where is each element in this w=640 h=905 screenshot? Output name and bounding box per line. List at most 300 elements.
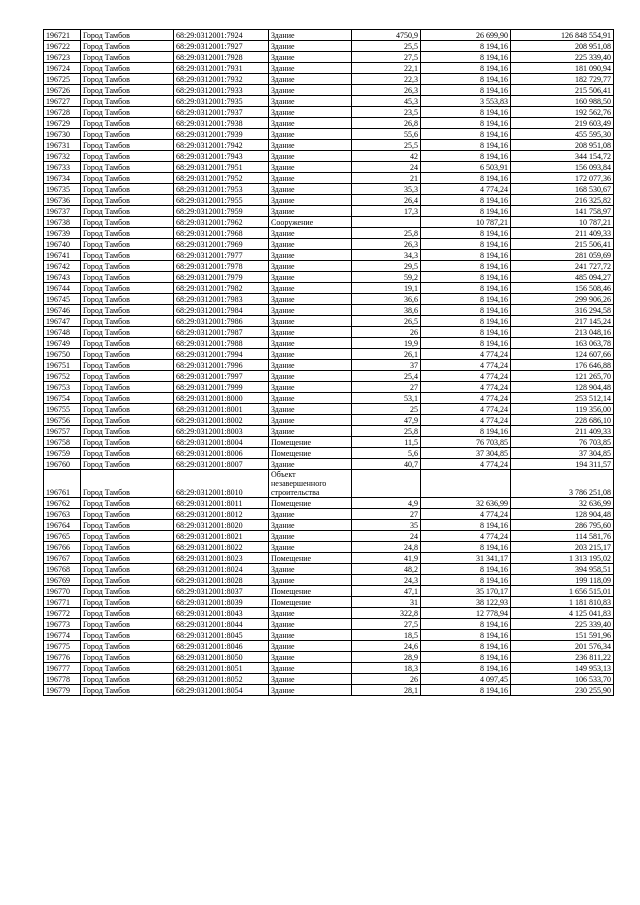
area-cell: 25,8	[352, 426, 421, 437]
area-cell: 47,1	[352, 586, 421, 597]
cadastral-number-cell: 68:29:0312001:8001	[174, 404, 269, 415]
municipality-cell: Город Тамбов	[81, 272, 174, 283]
cadastral-number-cell: 68:29:0312001:8044	[174, 619, 269, 630]
municipality-cell: Город Тамбов	[81, 685, 174, 696]
area-cell: 45,3	[352, 96, 421, 107]
municipality-cell: Город Тамбов	[81, 652, 174, 663]
cadastral-number-cell: 68:29:0312001:8007	[174, 459, 269, 470]
cadastral-value-cell: 281 059,69	[511, 250, 614, 261]
cadastral-value-cell: 156 093,84	[511, 162, 614, 173]
cadastral-value-cell: 151 591,96	[511, 630, 614, 641]
specific-value-cell: 3 553,83	[421, 96, 511, 107]
table-row	[44, 272, 614, 283]
specific-value-cell: 8 194,16	[421, 206, 511, 217]
table-row	[44, 437, 614, 448]
cadastral-number-cell: 68:29:0312001:8021	[174, 531, 269, 542]
area-cell: 36,6	[352, 294, 421, 305]
cadastral-number-cell: 68:29:0312001:8028	[174, 575, 269, 586]
area-cell: 26,5	[352, 316, 421, 327]
row-number-cell: 196764	[44, 520, 81, 531]
object-type-cell: Здание	[269, 630, 352, 641]
area-cell: 28,9	[352, 652, 421, 663]
object-type-cell: Здание	[269, 283, 352, 294]
cadastral-value-cell: 344 154,72	[511, 151, 614, 162]
specific-value-cell: 8 194,16	[421, 173, 511, 184]
municipality-cell: Город Тамбов	[81, 608, 174, 619]
cadastral-value-cell: 485 094,27	[511, 272, 614, 283]
specific-value-cell: 8 194,16	[421, 239, 511, 250]
row-number-cell: 196744	[44, 283, 81, 294]
cadastral-number-cell: 68:29:0312001:7939	[174, 129, 269, 140]
municipality-cell: Город Тамбов	[81, 74, 174, 85]
table-row	[44, 74, 614, 85]
object-type-cell: Здание	[269, 41, 352, 52]
area-cell: 18,3	[352, 663, 421, 674]
row-number-cell: 196755	[44, 404, 81, 415]
cadastral-value-cell: 253 512,14	[511, 393, 614, 404]
specific-value-cell: 4 774,24	[421, 360, 511, 371]
area-cell: 28,1	[352, 685, 421, 696]
row-number-cell: 196777	[44, 663, 81, 674]
municipality-cell: Город Тамбов	[81, 162, 174, 173]
row-number-cell: 196765	[44, 531, 81, 542]
municipality-cell: Город Тамбов	[81, 118, 174, 129]
object-type-cell: Здание	[269, 228, 352, 239]
area-cell: 24	[352, 531, 421, 542]
area-cell: 11,5	[352, 437, 421, 448]
area-cell: 38,6	[352, 305, 421, 316]
municipality-cell: Город Тамбов	[81, 294, 174, 305]
area-cell: 18,5	[352, 630, 421, 641]
specific-value-cell: 26 699,90	[421, 30, 511, 41]
specific-value-cell: 8 194,16	[421, 652, 511, 663]
municipality-cell: Город Тамбов	[81, 371, 174, 382]
specific-value-cell: 8 194,16	[421, 228, 511, 239]
table-row	[44, 597, 614, 608]
table-row	[44, 41, 614, 52]
area-cell: 21	[352, 173, 421, 184]
table-row	[44, 118, 614, 129]
object-type-cell: Здание	[269, 674, 352, 685]
municipality-cell: Город Тамбов	[81, 586, 174, 597]
municipality-cell: Город Тамбов	[81, 393, 174, 404]
cadastral-value-cell: 182 729,77	[511, 74, 614, 85]
cadastral-number-cell: 68:29:0312001:7996	[174, 360, 269, 371]
area-cell: 27	[352, 382, 421, 393]
cadastral-number-cell: 68:29:0312001:7959	[174, 206, 269, 217]
cadastral-number-cell: 68:29:0312001:7962	[174, 217, 269, 228]
row-number-cell: 196723	[44, 52, 81, 63]
table-row	[44, 261, 614, 272]
row-number-cell: 196731	[44, 140, 81, 151]
cadastral-number-cell: 68:29:0312001:7943	[174, 151, 269, 162]
area-cell: 23,5	[352, 107, 421, 118]
municipality-cell: Город Тамбов	[81, 195, 174, 206]
specific-value-cell: 8 194,16	[421, 272, 511, 283]
specific-value-cell: 8 194,16	[421, 520, 511, 531]
cadastral-number-cell: 68:29:0312001:7927	[174, 41, 269, 52]
municipality-cell: Город Тамбов	[81, 597, 174, 608]
object-type-cell: Помещение	[269, 586, 352, 597]
row-number-cell: 196742	[44, 261, 81, 272]
object-type-cell: Здание	[269, 459, 352, 470]
area-cell: 35	[352, 520, 421, 531]
cadastral-number-cell: 68:29:0312001:8000	[174, 393, 269, 404]
cadastral-number-cell: 68:29:0312001:8052	[174, 674, 269, 685]
row-number-cell: 196768	[44, 564, 81, 575]
area-cell: 25	[352, 404, 421, 415]
area-cell: 53,1	[352, 393, 421, 404]
specific-value-cell: 4 774,24	[421, 459, 511, 470]
object-type-cell: Здание	[269, 360, 352, 371]
object-type-cell: Здание	[269, 349, 352, 360]
specific-value-cell: 32 636,99	[421, 498, 511, 509]
municipality-cell: Город Тамбов	[81, 553, 174, 564]
municipality-cell: Город Тамбов	[81, 327, 174, 338]
cadastral-value-cell: 124 607,66	[511, 349, 614, 360]
table-row	[44, 294, 614, 305]
row-number-cell: 196779	[44, 685, 81, 696]
object-type-cell: Здание	[269, 195, 352, 206]
object-type-cell: Здание	[269, 74, 352, 85]
row-number-cell: 196756	[44, 415, 81, 426]
area-cell: 25,5	[352, 140, 421, 151]
table-row	[44, 404, 614, 415]
cadastral-number-cell: 68:29:0312001:7933	[174, 85, 269, 96]
table-row	[44, 564, 614, 575]
cadastral-number-cell: 68:29:0312001:8012	[174, 509, 269, 520]
object-type-cell: Здание	[269, 107, 352, 118]
table-row	[44, 448, 614, 459]
cadastral-value-cell: 286 795,60	[511, 520, 614, 531]
table-row	[44, 162, 614, 173]
row-number-cell: 196778	[44, 674, 81, 685]
object-type-cell: Здание	[269, 338, 352, 349]
cadastral-number-cell: 68:29:0312001:7999	[174, 382, 269, 393]
object-type-cell: Здание	[269, 327, 352, 338]
row-number-cell: 196733	[44, 162, 81, 173]
row-number-cell: 196727	[44, 96, 81, 107]
row-number-cell: 196736	[44, 195, 81, 206]
specific-value-cell: 8 194,16	[421, 619, 511, 630]
table-row	[44, 85, 614, 96]
object-type-cell: Здание	[269, 63, 352, 74]
cadastral-value-cell: 241 727,72	[511, 261, 614, 272]
document-page	[43, 29, 614, 696]
table-row	[44, 140, 614, 151]
table-row	[44, 129, 614, 140]
area-cell: 26,3	[352, 239, 421, 250]
cadastral-value-cell: 149 953,13	[511, 663, 614, 674]
area-cell: 41,9	[352, 553, 421, 564]
specific-value-cell: 4 774,24	[421, 349, 511, 360]
cadastral-value-cell: 455 595,30	[511, 129, 614, 140]
table-row	[44, 96, 614, 107]
row-number-cell: 196724	[44, 63, 81, 74]
object-type-cell: Здание	[269, 151, 352, 162]
municipality-cell: Город Тамбов	[81, 564, 174, 575]
table-row	[44, 52, 614, 63]
table-row	[44, 415, 614, 426]
cadastral-value-cell: 10 787,21	[511, 217, 614, 228]
table-row	[44, 575, 614, 586]
object-type-cell: Здание	[269, 162, 352, 173]
object-type-cell: Здание	[269, 140, 352, 151]
specific-value-cell: 8 194,16	[421, 41, 511, 52]
specific-value-cell: 4 774,24	[421, 371, 511, 382]
specific-value-cell: 35 170,17	[421, 586, 511, 597]
object-type-cell: Здание	[269, 685, 352, 696]
area-cell: 31	[352, 597, 421, 608]
municipality-cell: Город Тамбов	[81, 338, 174, 349]
area-cell: 26,4	[352, 195, 421, 206]
cadastral-number-cell: 68:29:0312001:7994	[174, 349, 269, 360]
table-row	[44, 228, 614, 239]
cadastral-number-cell: 68:29:0312001:7997	[174, 371, 269, 382]
row-number-cell: 196772	[44, 608, 81, 619]
object-type-cell: Здание	[269, 415, 352, 426]
specific-value-cell: 10 787,21	[421, 217, 511, 228]
cadastral-value-cell: 215 506,41	[511, 239, 614, 250]
cadastral-value-cell: 236 811,22	[511, 652, 614, 663]
table-row	[44, 382, 614, 393]
row-number-cell: 196754	[44, 393, 81, 404]
municipality-cell: Город Тамбов	[81, 382, 174, 393]
table-row	[44, 520, 614, 531]
specific-value-cell: 4 774,24	[421, 415, 511, 426]
row-number-cell: 196745	[44, 294, 81, 305]
cadastral-number-cell: 68:29:0312001:7968	[174, 228, 269, 239]
cadastral-number-cell: 68:29:0312001:8046	[174, 641, 269, 652]
cadastral-number-cell: 68:29:0312001:8006	[174, 448, 269, 459]
area-cell: 29,5	[352, 261, 421, 272]
cadastral-value-cell: 176 646,88	[511, 360, 614, 371]
object-type-cell: Помещение	[269, 437, 352, 448]
cadastral-number-cell: 68:29:0312001:8043	[174, 608, 269, 619]
table-row	[44, 531, 614, 542]
municipality-cell: Город Тамбов	[81, 448, 174, 459]
table-row	[44, 360, 614, 371]
object-type-cell: Здание	[269, 575, 352, 586]
cadastral-value-cell: 194 311,57	[511, 459, 614, 470]
object-type-cell: Здание	[269, 184, 352, 195]
cadastral-value-cell: 163 063,78	[511, 338, 614, 349]
specific-value-cell: 8 194,16	[421, 195, 511, 206]
cadastral-number-cell: 68:29:0312001:7931	[174, 63, 269, 74]
table-row	[44, 217, 614, 228]
table-row	[44, 239, 614, 250]
row-number-cell: 196776	[44, 652, 81, 663]
cadastral-number-cell: 68:29:0312001:8045	[174, 630, 269, 641]
cadastral-number-cell: 68:29:0312001:7987	[174, 327, 269, 338]
area-cell: 35,3	[352, 184, 421, 195]
cadastral-number-cell: 68:29:0312001:7955	[174, 195, 269, 206]
cadastral-value-cell: 213 048,16	[511, 327, 614, 338]
table-row	[44, 608, 614, 619]
specific-value-cell: 8 194,16	[421, 140, 511, 151]
row-number-cell: 196752	[44, 371, 81, 382]
municipality-cell: Город Тамбов	[81, 96, 174, 107]
municipality-cell: Город Тамбов	[81, 129, 174, 140]
cadastral-value-cell: 201 576,34	[511, 641, 614, 652]
cadastral-value-cell: 76 703,85	[511, 437, 614, 448]
table-row	[44, 173, 614, 184]
cadastral-number-cell: 68:29:0312001:7937	[174, 107, 269, 118]
specific-value-cell: 8 194,16	[421, 63, 511, 74]
specific-value-cell: 4 774,24	[421, 393, 511, 404]
row-number-cell: 196761	[44, 470, 81, 498]
municipality-cell: Город Тамбов	[81, 470, 174, 498]
cadastral-number-cell: 68:29:0312001:7938	[174, 118, 269, 129]
object-type-cell: Здание	[269, 531, 352, 542]
specific-value-cell: 6 503,91	[421, 162, 511, 173]
cadastral-value-cell: 156 508,46	[511, 283, 614, 294]
area-cell: 25,4	[352, 371, 421, 382]
municipality-cell: Город Тамбов	[81, 63, 174, 74]
cadastral-value-cell: 316 294,58	[511, 305, 614, 316]
object-type-cell: Помещение	[269, 448, 352, 459]
area-cell: 47,9	[352, 415, 421, 426]
area-cell: 24,6	[352, 641, 421, 652]
cadastral-value-cell: 216 325,82	[511, 195, 614, 206]
cadastral-value-cell: 168 530,67	[511, 184, 614, 195]
specific-value-cell: 8 194,16	[421, 283, 511, 294]
cadastral-value-cell: 1 181 810,83	[511, 597, 614, 608]
cadastral-value-cell: 199 118,09	[511, 575, 614, 586]
specific-value-cell: 8 194,16	[421, 74, 511, 85]
table-row	[44, 470, 614, 498]
municipality-cell: Город Тамбов	[81, 531, 174, 542]
cadastral-value-cell: 128 904,48	[511, 382, 614, 393]
cadastral-value-cell: 181 090,94	[511, 63, 614, 74]
municipality-cell: Город Тамбов	[81, 509, 174, 520]
object-type-cell: Здание	[269, 393, 352, 404]
table-row	[44, 250, 614, 261]
object-type-cell: Здание	[269, 272, 352, 283]
area-cell: 55,6	[352, 129, 421, 140]
specific-value-cell: 8 194,16	[421, 630, 511, 641]
cadastral-value-cell: 394 958,51	[511, 564, 614, 575]
table-row	[44, 509, 614, 520]
cadastral-number-cell: 68:29:0312001:7942	[174, 140, 269, 151]
row-number-cell: 196766	[44, 542, 81, 553]
area-cell: 27,5	[352, 619, 421, 630]
object-type-cell: Здание	[269, 206, 352, 217]
row-number-cell: 196725	[44, 74, 81, 85]
municipality-cell: Город Тамбов	[81, 85, 174, 96]
object-type-cell: Здание	[269, 85, 352, 96]
area-cell: 24,8	[352, 542, 421, 553]
specific-value-cell: 4 097,45	[421, 674, 511, 685]
municipality-cell: Город Тамбов	[81, 575, 174, 586]
cadastral-value-cell: 126 848 554,91	[511, 30, 614, 41]
object-type-cell: Здание	[269, 520, 352, 531]
cadastral-number-cell: 68:29:0312001:7986	[174, 316, 269, 327]
area-cell: 59,2	[352, 272, 421, 283]
row-number-cell: 196750	[44, 349, 81, 360]
area-cell: 25,8	[352, 228, 421, 239]
area-cell: 34,3	[352, 250, 421, 261]
row-number-cell: 196760	[44, 459, 81, 470]
cadastral-value-cell: 32 636,99	[511, 498, 614, 509]
cadastral-number-cell: 68:29:0312001:7983	[174, 294, 269, 305]
object-type-cell: Здание	[269, 641, 352, 652]
object-type-cell: Здание	[269, 305, 352, 316]
row-number-cell: 196751	[44, 360, 81, 371]
municipality-cell: Город Тамбов	[81, 349, 174, 360]
municipality-cell: Город Тамбов	[81, 674, 174, 685]
area-cell: 26,3	[352, 85, 421, 96]
cadastral-number-cell: 68:29:0312001:8002	[174, 415, 269, 426]
table-row	[44, 663, 614, 674]
cadastral-value-cell: 114 581,76	[511, 531, 614, 542]
row-number-cell: 196734	[44, 173, 81, 184]
cadastral-number-cell: 68:29:0312001:8037	[174, 586, 269, 597]
cadastral-number-cell: 68:29:0312001:7984	[174, 305, 269, 316]
object-type-cell: Здание	[269, 239, 352, 250]
row-number-cell: 196773	[44, 619, 81, 630]
area-cell: 26,1	[352, 349, 421, 360]
cadastral-value-cell: 217 145,24	[511, 316, 614, 327]
cadastral-value-cell: 106 533,70	[511, 674, 614, 685]
object-type-cell: Здание	[269, 261, 352, 272]
cadastral-value-cell: 1 313 195,02	[511, 553, 614, 564]
municipality-cell: Город Тамбов	[81, 107, 174, 118]
row-number-cell: 196757	[44, 426, 81, 437]
area-cell	[352, 217, 421, 228]
object-type-cell: Помещение	[269, 498, 352, 509]
row-number-cell: 196722	[44, 41, 81, 52]
area-cell: 17,3	[352, 206, 421, 217]
cadastral-number-cell: 68:29:0312001:8024	[174, 564, 269, 575]
object-type-cell: Здание	[269, 129, 352, 140]
cadastral-number-cell: 68:29:0312001:7932	[174, 74, 269, 85]
specific-value-cell: 4 774,24	[421, 509, 511, 520]
cadastral-number-cell: 68:29:0312001:8039	[174, 597, 269, 608]
row-number-cell: 196728	[44, 107, 81, 118]
object-type-cell: Здание	[269, 316, 352, 327]
cadastral-number-cell: 68:29:0312001:7935	[174, 96, 269, 107]
specific-value-cell: 4 774,24	[421, 382, 511, 393]
municipality-cell: Город Тамбов	[81, 250, 174, 261]
area-cell: 4,9	[352, 498, 421, 509]
table-row	[44, 674, 614, 685]
table-row	[44, 195, 614, 206]
specific-value-cell: 8 194,16	[421, 52, 511, 63]
row-number-cell: 196726	[44, 85, 81, 96]
cadastral-number-cell: 68:29:0312001:8023	[174, 553, 269, 564]
specific-value-cell: 8 194,16	[421, 118, 511, 129]
object-type-cell: Здание	[269, 118, 352, 129]
table-row	[44, 498, 614, 509]
object-type-cell: Здание	[269, 173, 352, 184]
row-number-cell: 196738	[44, 217, 81, 228]
area-cell: 37	[352, 360, 421, 371]
municipality-cell: Город Тамбов	[81, 459, 174, 470]
specific-value-cell: 8 194,16	[421, 305, 511, 316]
municipality-cell: Город Тамбов	[81, 641, 174, 652]
cadastral-value-cell: 4 125 041,83	[511, 608, 614, 619]
cadastral-value-cell: 230 255,90	[511, 685, 614, 696]
row-number-cell: 196746	[44, 305, 81, 316]
specific-value-cell: 4 774,24	[421, 404, 511, 415]
specific-value-cell: 8 194,16	[421, 316, 511, 327]
table-row	[44, 586, 614, 597]
cadastral-number-cell: 68:29:0312001:7982	[174, 283, 269, 294]
specific-value-cell: 8 194,16	[421, 663, 511, 674]
cadastral-value-cell: 128 904,48	[511, 509, 614, 520]
table-row	[44, 459, 614, 470]
